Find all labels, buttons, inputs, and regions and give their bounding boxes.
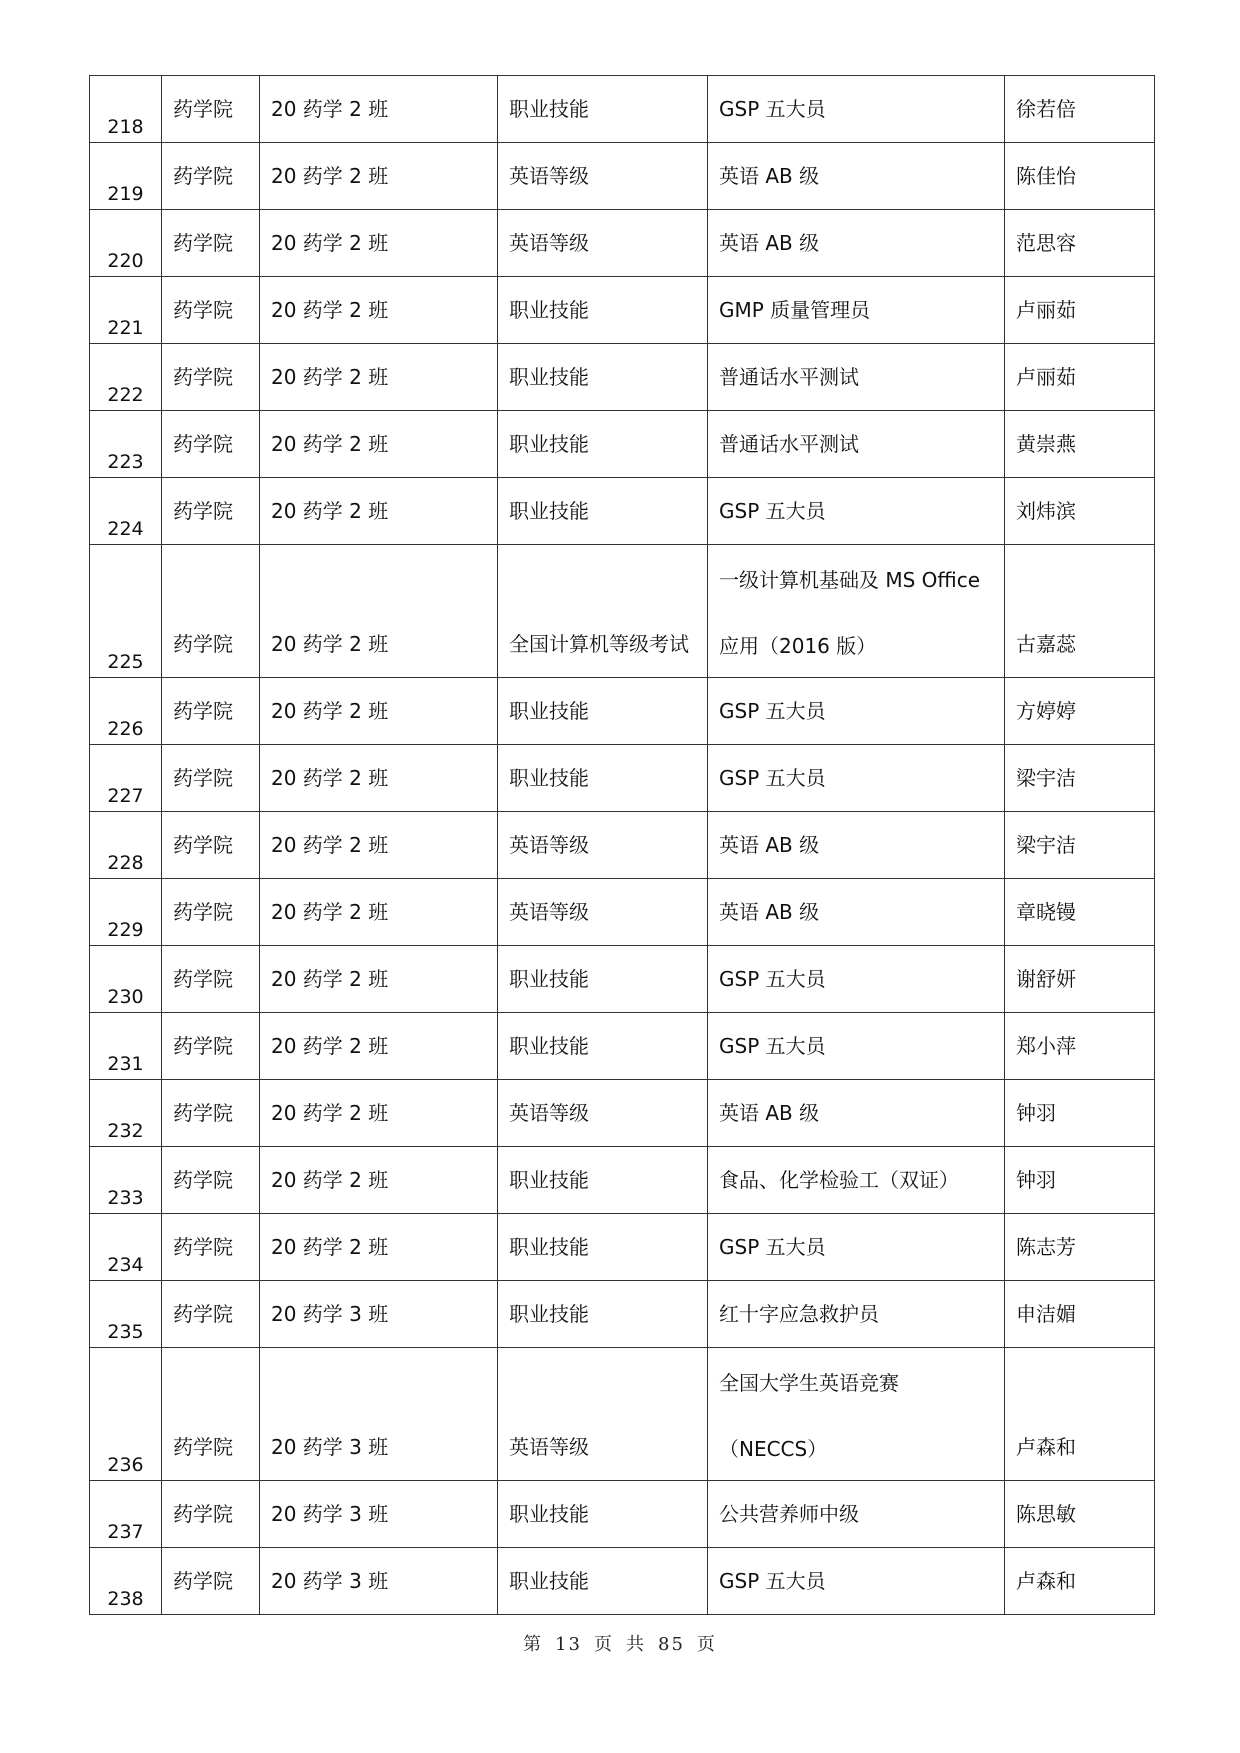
student-cell — [1005, 745, 1155, 812]
class-name: 20 药学 2 班 — [271, 298, 389, 322]
student-cell — [1005, 478, 1155, 545]
row-number-cell — [90, 1481, 162, 1548]
college-cell — [162, 411, 260, 478]
item-cell — [708, 1013, 1005, 1080]
row-number-cell — [90, 1348, 162, 1481]
class-name: 20 药学 2 班 — [271, 164, 389, 188]
college-cell — [162, 277, 260, 344]
row-number-cell — [90, 812, 162, 879]
class-cell — [260, 1147, 498, 1214]
row-number: 235 — [107, 1321, 144, 1343]
table-row — [90, 1548, 1155, 1615]
item-cell — [708, 812, 1005, 879]
class-cell — [260, 1348, 498, 1481]
certificate-item: 英语 AB 级 — [719, 164, 820, 188]
class-cell — [260, 411, 498, 478]
student-name: 徐若倍 — [1016, 97, 1076, 121]
exam-category: 职业技能 — [509, 699, 589, 723]
college-name: 药学院 — [173, 97, 233, 121]
student-cell — [1005, 411, 1155, 478]
certificate-item: 普通话水平测试 — [719, 365, 859, 389]
student-name: 郑小萍 — [1016, 1034, 1076, 1058]
item-cell — [708, 411, 1005, 478]
class-cell — [260, 1080, 498, 1147]
college-cell — [162, 1281, 260, 1348]
college-cell — [162, 745, 260, 812]
row-number-cell — [90, 210, 162, 277]
row-number-cell — [90, 745, 162, 812]
college-name: 药学院 — [173, 298, 233, 322]
college-cell — [162, 76, 260, 143]
row-number: 225 — [107, 651, 144, 673]
row-number-cell — [90, 1214, 162, 1281]
row-number-cell — [90, 1548, 162, 1615]
college-name: 药学院 — [173, 1168, 233, 1192]
student-name: 卢丽茹 — [1016, 298, 1076, 322]
item-cell — [708, 1348, 1005, 1481]
table-row — [90, 745, 1155, 812]
student-name: 申洁媚 — [1016, 1302, 1076, 1326]
student-cell — [1005, 1147, 1155, 1214]
row-number: 229 — [107, 919, 144, 941]
row-number: 228 — [107, 852, 144, 874]
college-cell — [162, 879, 260, 946]
row-number-cell — [90, 1080, 162, 1147]
student-name: 钟羽 — [1016, 1101, 1056, 1125]
college-name: 药学院 — [173, 1435, 233, 1459]
category-cell — [498, 745, 708, 812]
college-cell — [162, 946, 260, 1013]
certificate-item-line1: 一级计算机基础及 MS Office — [719, 568, 981, 592]
certificate-item: 公共营养师中级 — [719, 1502, 859, 1526]
college-name: 药学院 — [173, 967, 233, 991]
certificate-item-line1: 全国大学生英语竞赛 — [719, 1371, 899, 1395]
table-row — [90, 545, 1155, 678]
table-row — [90, 76, 1155, 143]
item-cell — [708, 277, 1005, 344]
category-cell — [498, 411, 708, 478]
category-cell — [498, 277, 708, 344]
certificate-item: GSP 五大员 — [719, 1569, 826, 1593]
student-name: 谢舒妍 — [1016, 967, 1076, 991]
class-name: 20 药学 2 班 — [271, 365, 389, 389]
row-number-cell — [90, 277, 162, 344]
item-cell — [708, 143, 1005, 210]
class-name: 20 药学 3 班 — [271, 1569, 389, 1593]
category-cell — [498, 1013, 708, 1080]
class-name: 20 药学 2 班 — [271, 699, 389, 723]
item-cell — [708, 545, 1005, 678]
college-name: 药学院 — [173, 1502, 233, 1526]
certificate-item: GSP 五大员 — [719, 766, 826, 790]
student-name: 章晓镘 — [1016, 900, 1076, 924]
certificate-item: GSP 五大员 — [719, 97, 826, 121]
row-number-cell — [90, 478, 162, 545]
class-cell — [260, 1281, 498, 1348]
row-number-cell — [90, 143, 162, 210]
class-name: 20 药学 2 班 — [271, 97, 389, 121]
table-row — [90, 678, 1155, 745]
category-cell — [498, 76, 708, 143]
class-cell — [260, 1013, 498, 1080]
college-cell — [162, 1013, 260, 1080]
college-name: 药学院 — [173, 1569, 233, 1593]
class-name: 20 药学 2 班 — [271, 1101, 389, 1125]
category-cell — [498, 1080, 708, 1147]
item-cell — [708, 1281, 1005, 1348]
class-name: 20 药学 2 班 — [271, 900, 389, 924]
student-cell — [1005, 1214, 1155, 1281]
class-cell — [260, 277, 498, 344]
item-cell — [708, 210, 1005, 277]
student-name: 陈志芳 — [1016, 1235, 1076, 1259]
student-name: 梁宇洁 — [1016, 833, 1076, 857]
exam-category: 职业技能 — [509, 97, 589, 121]
college-name: 药学院 — [173, 632, 233, 656]
row-number: 236 — [107, 1454, 144, 1476]
item-cell — [708, 1481, 1005, 1548]
table-row — [90, 277, 1155, 344]
class-cell — [260, 1214, 498, 1281]
college-name: 药学院 — [173, 365, 233, 389]
student-name: 黄崇燕 — [1016, 432, 1076, 456]
category-cell — [498, 678, 708, 745]
category-cell — [498, 478, 708, 545]
exam-category: 职业技能 — [509, 432, 589, 456]
student-name: 梁宇洁 — [1016, 766, 1076, 790]
row-number-cell — [90, 678, 162, 745]
row-number: 224 — [107, 518, 144, 540]
student-name: 刘炜滨 — [1016, 499, 1076, 523]
student-cell — [1005, 344, 1155, 411]
class-cell — [260, 745, 498, 812]
college-name: 药学院 — [173, 231, 233, 255]
row-number: 223 — [107, 451, 144, 473]
college-name: 药学院 — [173, 1101, 233, 1125]
college-cell — [162, 478, 260, 545]
exam-category: 英语等级 — [509, 833, 589, 857]
student-name: 范思容 — [1016, 231, 1076, 255]
exam-category: 职业技能 — [509, 1034, 589, 1058]
certificate-item-line2: 应用（2016 版） — [719, 634, 877, 658]
college-name: 药学院 — [173, 900, 233, 924]
exam-category: 英语等级 — [509, 1101, 589, 1125]
certificate-item: 英语 AB 级 — [719, 900, 820, 924]
college-name: 药学院 — [173, 164, 233, 188]
class-name: 20 药学 2 班 — [271, 632, 389, 656]
class-cell — [260, 210, 498, 277]
certificate-item: GSP 五大员 — [719, 499, 826, 523]
item-cell — [708, 344, 1005, 411]
certificate-item: GSP 五大员 — [719, 699, 826, 723]
class-cell — [260, 344, 498, 411]
item-cell — [708, 678, 1005, 745]
class-cell — [260, 143, 498, 210]
student-cell — [1005, 879, 1155, 946]
class-name: 20 药学 2 班 — [271, 231, 389, 255]
college-name: 药学院 — [173, 1235, 233, 1259]
item-cell — [708, 1548, 1005, 1615]
certificate-item: 英语 AB 级 — [719, 833, 820, 857]
item-cell — [708, 76, 1005, 143]
student-name: 卢森和 — [1016, 1569, 1076, 1593]
student-name: 卢丽茹 — [1016, 365, 1076, 389]
row-number: 221 — [107, 317, 144, 339]
exam-category: 英语等级 — [509, 1435, 589, 1459]
page-footer — [0, 1630, 1240, 1656]
class-name: 20 药学 2 班 — [271, 1235, 389, 1259]
row-number: 230 — [107, 986, 144, 1008]
category-cell — [498, 812, 708, 879]
certificate-item: 食品、化学检验工（双证） — [719, 1168, 959, 1192]
certificate-item: GSP 五大员 — [719, 1235, 826, 1259]
class-cell — [260, 946, 498, 1013]
class-cell — [260, 545, 498, 678]
row-number-cell — [90, 879, 162, 946]
row-number: 227 — [107, 785, 144, 807]
table-row — [90, 143, 1155, 210]
certificate-item: 红十字应急救护员 — [719, 1302, 879, 1326]
college-cell — [162, 210, 260, 277]
row-number: 226 — [107, 718, 144, 740]
row-number: 234 — [107, 1254, 144, 1276]
row-number-cell — [90, 411, 162, 478]
category-cell — [498, 1348, 708, 1481]
certificate-item: GSP 五大员 — [719, 1034, 826, 1058]
item-cell — [708, 1147, 1005, 1214]
college-name: 药学院 — [173, 1302, 233, 1326]
row-number-cell — [90, 76, 162, 143]
exam-category: 职业技能 — [509, 365, 589, 389]
item-cell — [708, 745, 1005, 812]
class-name: 20 药学 2 班 — [271, 1168, 389, 1192]
student-cell — [1005, 76, 1155, 143]
college-cell — [162, 143, 260, 210]
exam-category: 职业技能 — [509, 298, 589, 322]
row-number-cell — [90, 946, 162, 1013]
certificate-item: GMP 质量管理员 — [719, 298, 871, 322]
class-name: 20 药学 3 班 — [271, 1502, 389, 1526]
college-name: 药学院 — [173, 1034, 233, 1058]
certificate-item: GSP 五大员 — [719, 967, 826, 991]
table-row — [90, 1080, 1155, 1147]
item-cell — [708, 478, 1005, 545]
certificate-item: 普通话水平测试 — [719, 432, 859, 456]
table-row — [90, 812, 1155, 879]
college-name: 药学院 — [173, 499, 233, 523]
class-name: 20 药学 2 班 — [271, 833, 389, 857]
footer-word-ye-2: 页 — [696, 1634, 717, 1655]
table-row — [90, 344, 1155, 411]
college-cell — [162, 1548, 260, 1615]
college-cell — [162, 1147, 260, 1214]
row-number: 232 — [107, 1120, 144, 1142]
table-row — [90, 1348, 1155, 1481]
exam-category: 英语等级 — [509, 164, 589, 188]
college-name: 药学院 — [173, 699, 233, 723]
table-row — [90, 478, 1155, 545]
class-name: 20 药学 2 班 — [271, 967, 389, 991]
category-cell — [498, 1281, 708, 1348]
category-cell — [498, 1481, 708, 1548]
student-cell — [1005, 545, 1155, 678]
footer-word-ye: 页 — [594, 1634, 614, 1655]
student-name: 古嘉蕊 — [1016, 632, 1076, 656]
table-row — [90, 879, 1155, 946]
student-name: 钟羽 — [1016, 1168, 1056, 1192]
exam-category: 职业技能 — [509, 1168, 589, 1192]
category-cell — [498, 143, 708, 210]
exam-category: 英语等级 — [509, 231, 589, 255]
row-number: 238 — [107, 1588, 144, 1610]
row-number: 218 — [107, 116, 144, 138]
row-number-cell — [90, 344, 162, 411]
student-cell — [1005, 1548, 1155, 1615]
exam-category: 职业技能 — [509, 1569, 589, 1593]
class-cell — [260, 678, 498, 745]
college-cell — [162, 1214, 260, 1281]
footer-total-pages: 85 — [658, 1634, 685, 1655]
row-number-cell — [90, 545, 162, 678]
certificate-item: 英语 AB 级 — [719, 231, 820, 255]
category-cell — [498, 1147, 708, 1214]
student-cell — [1005, 277, 1155, 344]
college-cell — [162, 344, 260, 411]
table-body — [90, 76, 1155, 1615]
item-cell — [708, 1214, 1005, 1281]
class-cell — [260, 76, 498, 143]
class-cell — [260, 1481, 498, 1548]
college-cell — [162, 1080, 260, 1147]
item-cell — [708, 1080, 1005, 1147]
exam-category: 职业技能 — [509, 499, 589, 523]
class-cell — [260, 478, 498, 545]
category-cell — [498, 344, 708, 411]
table-row — [90, 1013, 1155, 1080]
row-number: 237 — [107, 1521, 144, 1543]
row-number: 219 — [107, 183, 144, 205]
student-cell — [1005, 1281, 1155, 1348]
exam-category: 职业技能 — [509, 1302, 589, 1326]
exam-category: 职业技能 — [509, 1502, 589, 1526]
table-row — [90, 1147, 1155, 1214]
table-row — [90, 1481, 1155, 1548]
category-cell — [498, 879, 708, 946]
class-name: 20 药学 2 班 — [271, 766, 389, 790]
class-name: 20 药学 2 班 — [271, 1034, 389, 1058]
student-cell — [1005, 1013, 1155, 1080]
college-cell — [162, 812, 260, 879]
table-row — [90, 1281, 1155, 1348]
student-name: 卢森和 — [1016, 1435, 1076, 1459]
exam-category: 全国计算机等级考试 — [509, 632, 689, 656]
college-cell — [162, 545, 260, 678]
student-name: 陈佳怡 — [1016, 164, 1076, 188]
class-name: 20 药学 2 班 — [271, 499, 389, 523]
footer-word-di: 第 — [523, 1634, 544, 1655]
exam-category: 职业技能 — [509, 967, 589, 991]
category-cell — [498, 545, 708, 678]
class-name: 20 药学 3 班 — [271, 1435, 389, 1459]
student-name: 陈思敏 — [1016, 1502, 1076, 1526]
category-cell — [498, 1548, 708, 1615]
exam-category: 英语等级 — [509, 900, 589, 924]
student-cell — [1005, 210, 1155, 277]
college-name: 药学院 — [173, 833, 233, 857]
student-cell — [1005, 1080, 1155, 1147]
college-name: 药学院 — [173, 432, 233, 456]
certificate-item-line2: （NECCS） — [719, 1437, 828, 1461]
category-cell — [498, 1214, 708, 1281]
certificate-item: 英语 AB 级 — [719, 1101, 820, 1125]
category-cell — [498, 210, 708, 277]
class-name: 20 药学 2 班 — [271, 432, 389, 456]
college-name: 药学院 — [173, 766, 233, 790]
college-cell — [162, 1481, 260, 1548]
row-number-cell — [90, 1013, 162, 1080]
row-number: 222 — [107, 384, 144, 406]
college-cell — [162, 678, 260, 745]
student-cell — [1005, 143, 1155, 210]
student-cell — [1005, 946, 1155, 1013]
student-cell — [1005, 812, 1155, 879]
table-row — [90, 411, 1155, 478]
exam-category: 职业技能 — [509, 1235, 589, 1259]
student-cell — [1005, 678, 1155, 745]
row-number: 231 — [107, 1053, 144, 1075]
footer-word-gong: 共 — [626, 1634, 646, 1655]
row-number: 233 — [107, 1187, 144, 1209]
table-row — [90, 210, 1155, 277]
table-row — [90, 1214, 1155, 1281]
student-cell — [1005, 1348, 1155, 1481]
class-name: 20 药学 3 班 — [271, 1302, 389, 1326]
row-number-cell — [90, 1147, 162, 1214]
footer-page-number: 13 — [555, 1634, 582, 1655]
class-cell — [260, 812, 498, 879]
student-name: 方婷婷 — [1016, 699, 1076, 723]
class-cell — [260, 879, 498, 946]
row-number: 220 — [107, 250, 144, 272]
row-number-cell — [90, 1281, 162, 1348]
student-cell — [1005, 1481, 1155, 1548]
item-cell — [708, 879, 1005, 946]
category-cell — [498, 946, 708, 1013]
certificate-table — [89, 75, 1155, 1615]
class-cell — [260, 1548, 498, 1615]
college-cell — [162, 1348, 260, 1481]
table-row — [90, 946, 1155, 1013]
item-cell — [708, 946, 1005, 1013]
exam-category: 职业技能 — [509, 766, 589, 790]
